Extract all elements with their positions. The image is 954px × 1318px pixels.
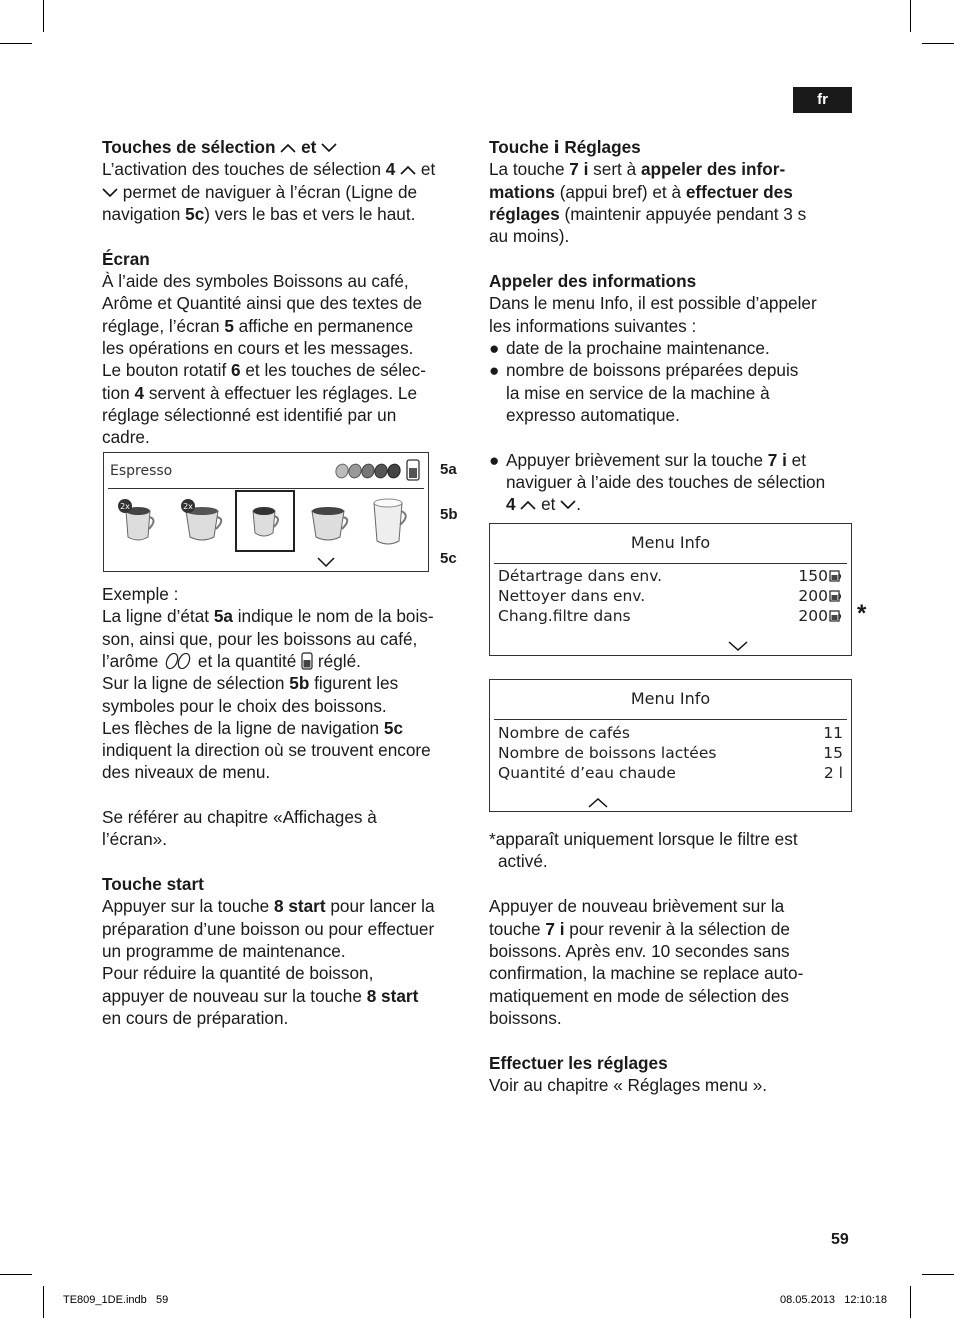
- paragraph: les opérations en cours et les messages.: [102, 338, 414, 358]
- chevron-up-icon: [400, 165, 416, 175]
- display-divider: [108, 488, 424, 489]
- chevron-down-icon: [560, 500, 576, 510]
- list-item: nombre de boissons préparées depuis: [506, 360, 799, 380]
- list-item: expresso automatique.: [506, 405, 680, 425]
- bullet: ●: [489, 360, 500, 380]
- heading-ecran: Écran: [102, 249, 150, 269]
- crop-mark: [43, 1286, 44, 1318]
- menu-divider: [494, 719, 847, 720]
- label-5b: 5b: [440, 506, 458, 523]
- paragraph: Exemple :: [102, 584, 179, 604]
- paragraph: Appuyer de nouveau brièvement sur la: [489, 896, 785, 916]
- double-espresso-cup-icon: [116, 497, 162, 547]
- footnote: activé.: [498, 851, 548, 871]
- paragraph: l’écran».: [102, 829, 167, 849]
- crop-mark: [43, 0, 44, 32]
- heading-touche-start: Touche start: [102, 874, 204, 894]
- list-item: Appuyer brièvement sur la touche 7 i et: [506, 450, 807, 470]
- paragraph: mations (appui bref) et à effectuer des: [489, 182, 793, 202]
- paragraph: boissons.: [489, 1008, 562, 1028]
- chevron-down-icon: [728, 641, 748, 652]
- display-status-title: Espresso: [110, 463, 173, 479]
- paragraph: un programme de maintenance.: [102, 941, 346, 961]
- paragraph: Sur la ligne de sélection 5b figurent les: [102, 673, 399, 693]
- paragraph: confirmation, la machine se replace auto-: [489, 963, 804, 983]
- cup-icon: [829, 569, 843, 583]
- menu-row: Nombre de boissons lactées 15: [498, 744, 843, 762]
- chevron-down-icon: [321, 143, 337, 153]
- footer-file: TE809_1DE.indb 59: [63, 1294, 169, 1306]
- menu-divider: [494, 563, 847, 564]
- asterisk: *: [857, 600, 867, 627]
- paragraph: au moins).: [489, 226, 570, 246]
- paragraph: À l’aide des symboles Boissons au café,: [102, 271, 409, 291]
- chevron-up-icon: [280, 143, 296, 153]
- paragraph: réglage, l’écran 5 affiche en permanence: [102, 316, 414, 336]
- crop-mark: [0, 1274, 32, 1275]
- label-5c: 5c: [440, 550, 457, 567]
- paragraph: des niveaux de menu.: [102, 762, 271, 782]
- paragraph: Le bouton rotatif 6 et les touches de sélec-: [102, 360, 426, 380]
- menu-title: Menu Info: [630, 689, 711, 708]
- menu-info-display-2: [489, 679, 852, 812]
- crop-mark: [0, 43, 32, 44]
- menu-info-display-1: [489, 523, 852, 656]
- svg-text:2x: 2x: [183, 502, 193, 511]
- footer-date: 08.05.2013 12:10:18: [780, 1294, 888, 1306]
- paragraph: permet de naviguer à l’écran (Ligne de: [102, 181, 467, 203]
- menu-row: Chang.filtre dans 200: [498, 606, 843, 626]
- coffee-cup-icon: [306, 497, 352, 547]
- chevron-down-icon: [317, 557, 335, 568]
- menu-row: Détartrage dans env. 150: [498, 566, 843, 586]
- cup-icon: [829, 609, 843, 623]
- double-coffee-cup-icon: [178, 497, 228, 547]
- bullet: ●: [489, 450, 500, 470]
- paragraph: L’activation des touches de sélection 4 et: [102, 159, 436, 179]
- paragraph: en cours de préparation.: [102, 1008, 289, 1028]
- menu-row: Quantité d’eau chaude 2 l: [498, 764, 843, 782]
- quantity-icon: [301, 652, 313, 670]
- milk-drink-cup-icon: [368, 495, 412, 549]
- crop-mark: [910, 1286, 911, 1318]
- label-5a: 5a: [440, 461, 457, 478]
- paragraph: réglages (maintenir appuyée pendant 3 s: [489, 204, 807, 224]
- list-item: 4 et .: [506, 494, 582, 514]
- heading-appeler-informations: Appeler des informations: [489, 271, 697, 291]
- espresso-cup-icon: [245, 499, 285, 545]
- paragraph: Les flèches de la ligne de navigation 5c: [102, 718, 404, 738]
- aroma-icon: [163, 652, 193, 670]
- paragraph: son, ainsi que, pour les boissons au café,: [102, 629, 418, 649]
- paragraph: les informations suivantes :: [489, 316, 697, 336]
- coffee-display-illustration: [103, 452, 429, 572]
- crop-mark: [922, 1274, 954, 1275]
- chevron-up-icon: [588, 797, 608, 808]
- paragraph: tion 4 servent à effectuer les réglages. Le: [102, 383, 418, 403]
- bullet: ●: [489, 338, 500, 358]
- paragraph: indiquent la direction où se trouvent encore: [102, 740, 431, 760]
- paragraph: réglage sélectionné est identifié par un: [102, 405, 397, 425]
- list-item: naviguer à l’aide des touches de sélection: [506, 472, 826, 492]
- language-tab: fr: [793, 87, 852, 113]
- list-item: la mise en service de la machine à: [506, 383, 770, 403]
- paragraph: appuyer de nouveau sur la touche 8 start: [102, 986, 419, 1006]
- paragraph: symboles pour le choix des boissons.: [102, 696, 387, 716]
- paragraph: La touche 7 i sert à appeler des infor-: [489, 159, 786, 179]
- paragraph: navigation 5c) vers le bas et vers le haut.: [102, 204, 416, 224]
- quantity-cup-icon: [406, 459, 420, 481]
- menu-row: Nettoyer dans env. 200: [498, 586, 843, 606]
- chevron-up-icon: [520, 500, 536, 510]
- paragraph: préparation d’une boisson ou pour effectuer: [102, 919, 435, 939]
- heading-effectuer-reglages: Effectuer les réglages: [489, 1053, 668, 1073]
- paragraph: Arôme et Quantité ainsi que des textes de: [102, 293, 423, 313]
- menu-row: Nombre de cafés 11: [498, 724, 843, 742]
- crop-mark: [910, 0, 911, 32]
- paragraph: boissons. Après env. 10 secondes sans: [489, 941, 790, 961]
- paragraph: touche 7 i pour revenir à la sélection de: [489, 919, 790, 939]
- page-number: 59: [831, 1231, 849, 1248]
- paragraph: Voir au chapitre « Réglages menu ».: [489, 1075, 768, 1095]
- crop-mark: [922, 43, 954, 44]
- chevron-down-icon: [102, 188, 118, 198]
- paragraph: l’arôme et la quantité réglé.: [102, 651, 361, 671]
- heading-touches-selection: Touches de sélection et: [102, 136, 467, 158]
- paragraph: Pour réduire la quantité de boisson,: [102, 963, 374, 983]
- aroma-beans-icon: [334, 461, 404, 481]
- paragraph: cadre.: [102, 427, 150, 447]
- menu-title: Menu Info: [630, 533, 711, 552]
- cup-icon: [829, 589, 843, 603]
- footnote: *apparaît uniquement lorsque le filtre est: [489, 829, 798, 849]
- paragraph: matiquement en mode de sélection des: [489, 986, 790, 1006]
- heading-touche-reglages: Touche i Réglages: [489, 137, 641, 158]
- paragraph: Appuyer sur la touche 8 start pour lancer la: [102, 896, 435, 916]
- svg-text:2x: 2x: [120, 502, 130, 511]
- paragraph: La ligne d’état 5a indique le nom de la bois-: [102, 606, 434, 626]
- list-item: date de la prochaine maintenance.: [506, 338, 770, 358]
- paragraph: Se référer au chapitre «Affichages à: [102, 807, 377, 827]
- paragraph: Dans le menu Info, il est possible d’appeler: [489, 293, 817, 313]
